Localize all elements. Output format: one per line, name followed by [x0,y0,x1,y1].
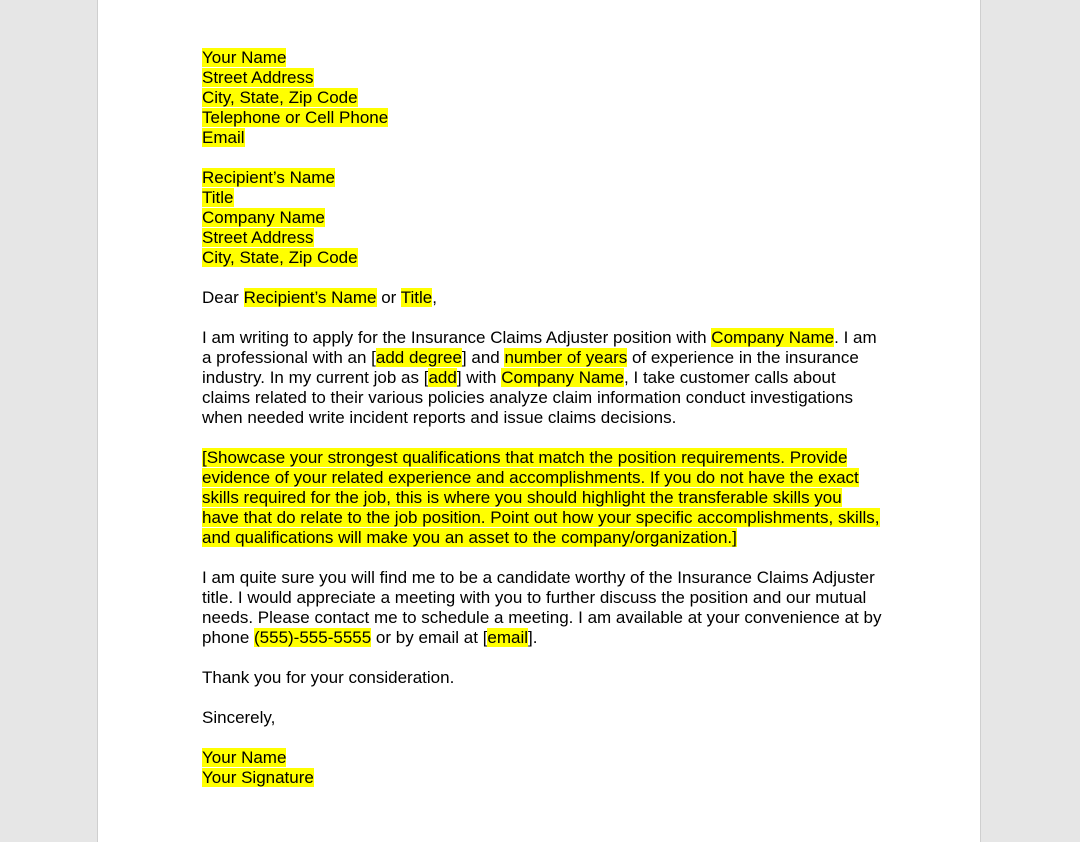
paragraph-closing [202,568,882,648]
closing-line: Sincerely, [202,708,276,727]
para1-degree: add degree [375,348,462,367]
sender-phone: Telephone or Cell Phone [202,108,389,127]
salutation-title: Title [400,288,433,307]
para1-years: number of years [504,348,628,367]
salutation-or: or [376,288,401,307]
salutation-prefix: Dear [202,288,244,307]
paragraph-qualifications [202,448,882,548]
thanks-line: Thank you for your consideration. [202,668,455,687]
sender-city: City, State, Zip Code [202,88,358,107]
para2-text: [Showcase your strongest qualifications that match the position requirements. Provide evidence of your related experience and accomplishments. If you do not have the exact skills required for the job, this is where you should highlight the transferable skills you have that do relate to the job position. Point out how your specific accomplishments, skills, and qualifications will make you an asset to the company/organization.] [202,448,880,547]
recipient-title: Title [202,188,234,207]
para3-text-2: or by email at [ [371,628,488,647]
signature-name: Your Name [202,748,287,767]
para1-text-4: of experience in the insurance industry. In my current job as [ [202,348,859,387]
sender-email: Email [202,128,245,147]
para1-company-1: Company Name [711,328,835,347]
recipient-company: Company Name [202,208,325,227]
para1-text-1: I am writing to apply for the Insurance Claims Adjuster position with [202,328,712,347]
para1-job: add [428,368,457,387]
salutation-suffix: , [432,288,437,307]
para1-text-5: ] with [456,368,502,387]
para1-text-3: ] and [461,348,505,367]
para3-phone: (555)-555-5555 [254,628,372,647]
salutation-name: Recipient’s Name [243,288,377,307]
para3-text-1: I am quite sure you will find me to be a candidate worthy of the Insurance Claims Adjuster title. I would appreciate a meeting with you to further discuss the position and our mutual needs. Please contact me to schedule a meeting. I am available at your convenience at by phone [202,568,882,647]
para3-email: email [487,628,529,647]
recipient-address-block [202,168,882,268]
para1-company-2: Company Name [501,368,625,387]
para1-text-6: , I take customer calls about claims related to their various policies analyze claim information conduct investigations when needed write incident reports and issue claims decisions. [202,368,854,427]
recipient-name: Recipient’s Name [202,168,335,187]
signature-block [202,748,882,788]
document-page [97,0,981,842]
signature-line: Your Signature [202,768,314,787]
sender-street: Street Address [202,68,314,87]
recipient-city: City, State, Zip Code [202,248,358,267]
sender-address-block [202,48,882,148]
para1-text-2: . I am a professional with an [ [202,328,877,367]
recipient-street: Street Address [202,228,314,247]
paragraph-intro [202,328,882,428]
para3-text-3: ]. [528,628,538,647]
letter-body [202,48,882,808]
sender-name: Your Name [202,48,287,67]
salutation [202,288,882,308]
